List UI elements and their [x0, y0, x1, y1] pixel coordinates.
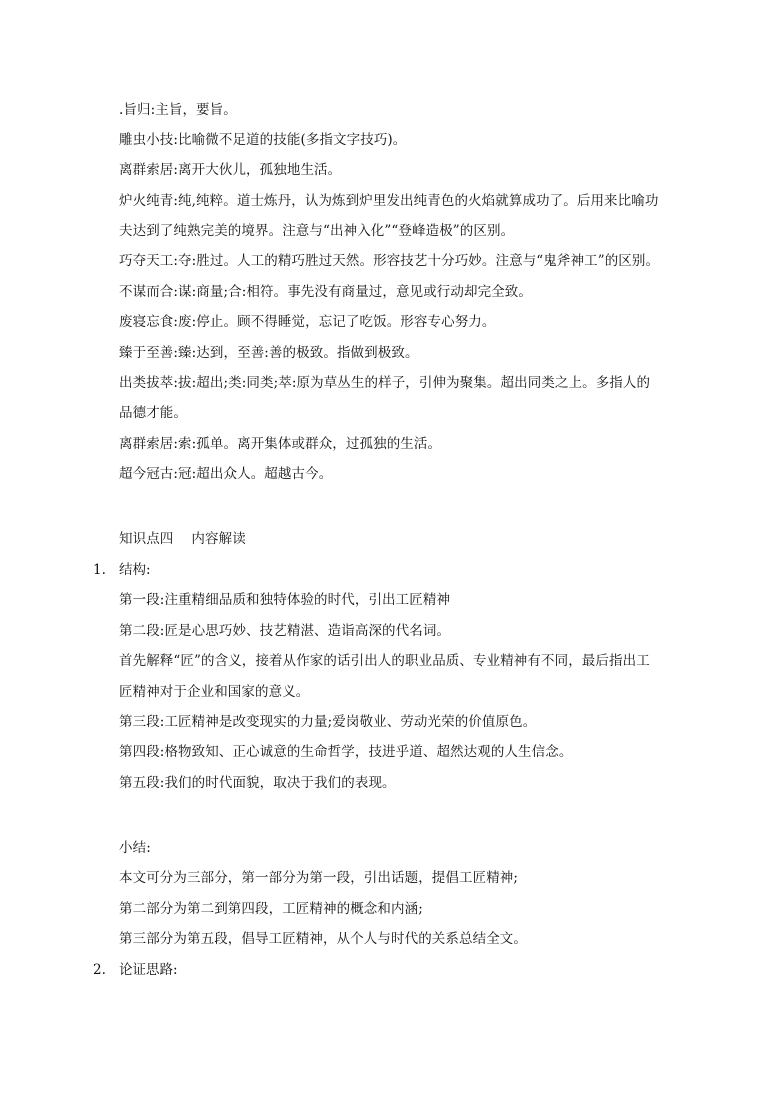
- vocab-line: 品德才能。: [119, 405, 187, 421]
- section-title: 知识点四 内容解读: [119, 531, 246, 547]
- summary-line: 第三部分为第五段，倡导工匠精神，从个人与时代的关系总结全文。: [119, 931, 527, 947]
- vocab-line: .旨归:主旨，要旨。: [119, 102, 237, 118]
- vocab-line: 雕虫小技:比喻微不足道的技能(多指文字技巧)。: [119, 132, 407, 148]
- structure-line: 匠精神对于企业和国家的意义。: [119, 684, 310, 700]
- list-label: 结构:: [119, 562, 151, 578]
- structure-line: 第五段:我们的时代面貌，取决于我们的表现。: [119, 775, 396, 791]
- vocab-line: 巧夺天工:夺:胜过。人工的精巧胜过天然。形容技艺十分巧妙。注意与“鬼斧神工”的区别。: [119, 253, 660, 269]
- vocab-line: 炉火纯青:纯,纯粹。道士炼丹，认为炼到炉里发出纯青色的火焰就算成功了。后用来比喻功: [119, 193, 659, 209]
- structure-line: 首先解释“匠”的含义，接着从作家的话引出人的职业品质、专业精神有不同，最后指出工: [119, 653, 650, 669]
- summary-line: 本文可分为三部分，第一部分为第一段，引出话题，提倡工匠精神;: [119, 870, 519, 886]
- summary-title: 小结:: [119, 840, 151, 856]
- vocab-line: 离群索居:索:孤单。离开集体或群众，过孤独的生活。: [119, 436, 442, 452]
- structure-line: 第一段:注重精细品质和独特体验的时代，引出工匠精神: [119, 592, 451, 608]
- structure-line: 第四段:格物致知、正心诚意的生命哲学，技进乎道、超然达观的人生信念。: [119, 744, 573, 760]
- structure-line: 第三段:工匠精神是改变现实的力量;爱岗敬业、劳动光荣的价值原色。: [119, 714, 537, 730]
- vocab-line: 不谋而合:谋:商量;合:相符。事先没有商量过，意见或行动却完全致。: [119, 284, 532, 300]
- list-number: 1.: [93, 562, 106, 578]
- vocab-line: 离群索居:离开大伙儿，孤独地生活。: [119, 162, 342, 178]
- vocab-line: 废寝忘食:废:停止。顾不得睡觉，忘记了吃饭。形容专心努力。: [119, 314, 496, 330]
- vocab-line: 夫达到了纯熟完美的境界。注意与“出神入化”“登峰造极”的区别。: [119, 223, 515, 239]
- list-number: 2.: [93, 962, 106, 978]
- summary-line: 第二部分为第二到第四段，工匠精神的概念和内涵;: [119, 901, 423, 917]
- vocab-line: 臻于至善:臻:达到，至善:善的极致。指做到极致。: [119, 345, 419, 361]
- vocab-line: 超今冠古:冠:超出众人。超越古今。: [119, 466, 333, 482]
- vocab-line: 出类拔萃:拔:超出;类:同类;萃:原为草丛生的样子，引伸为聚集。超出同类之上。多指人的: [119, 375, 651, 391]
- list-label: 论证思路:: [119, 962, 178, 978]
- structure-line: 第二段:匠是心思巧妙、技艺精湛、造诣高深的代名词。: [119, 623, 451, 639]
